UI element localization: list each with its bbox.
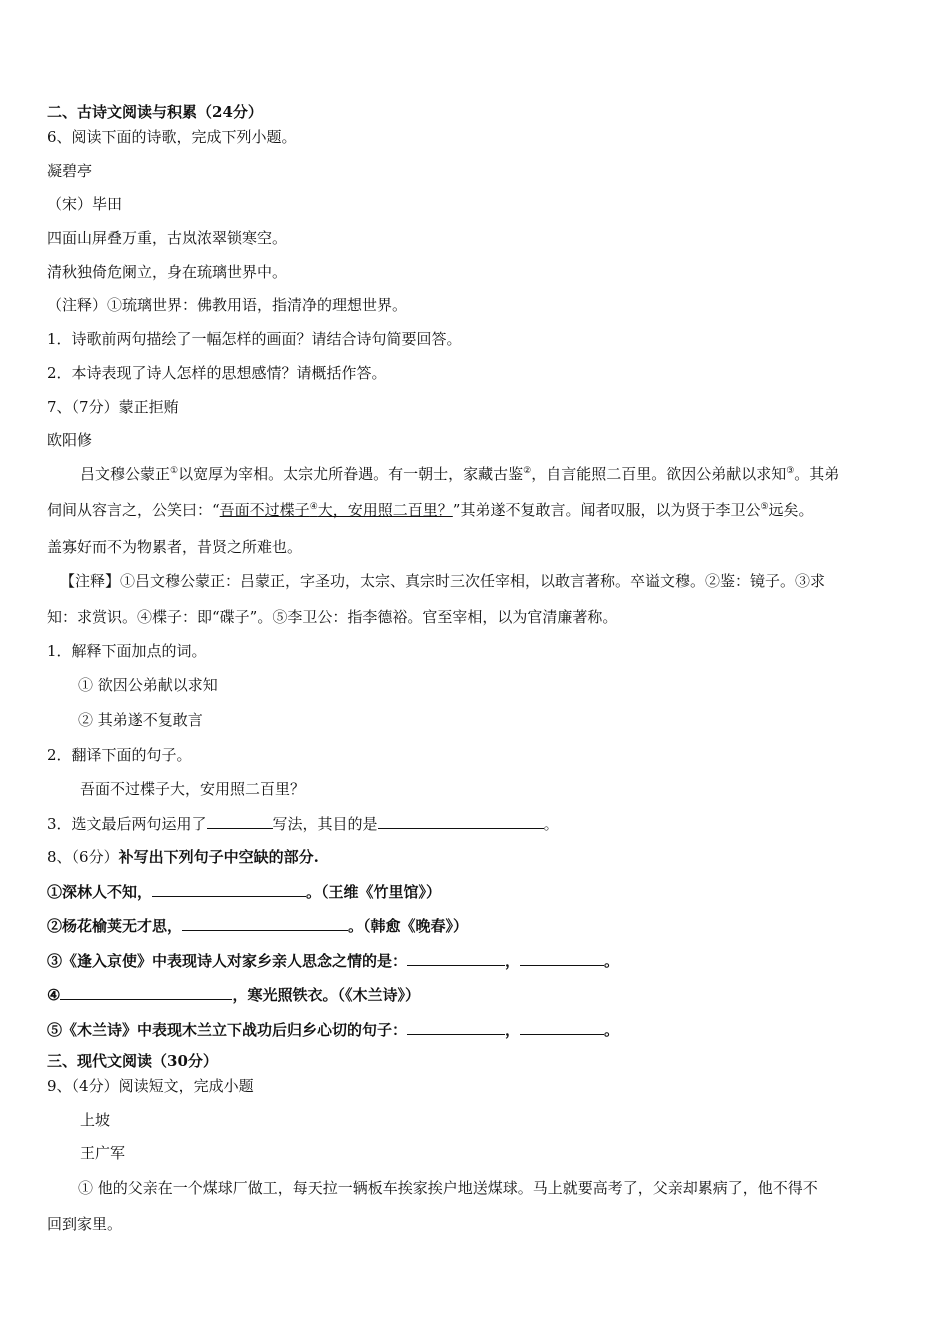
q8-line-3: ③《逢入京使》中表现诗人对家乡亲人思念之情的是： ， 。: [47, 952, 620, 970]
q7-note-line-1: 【注释】①吕文穆公蒙正：吕蒙正，字圣功，太宗、真宗时三次任宰相，以敢言著称。卒谥文穆。②鉴：镜子。③求: [60, 572, 826, 590]
answer-blank[interactable]: [520, 1019, 604, 1035]
q7-passage-line-2: 伺间从容言之，公笑曰：“吾面不过楪子④大，安用照二百里？”其弟遂不复敢言。闻者叹服，以为贤于李卫公⑤远矣。: [47, 501, 814, 519]
q7-stem: 7、（7分）蒙正拒贿: [47, 398, 179, 416]
q8-line-5: ⑤《木兰诗》中表现木兰立下战功后归乡心切的句子： ， 。: [47, 1021, 620, 1039]
underlined-sentence: 吾面不过楪子④大，安用照二百里？: [219, 501, 453, 519]
poem-author: （宋）毕田: [47, 195, 123, 213]
q6-stem: 6、阅读下面的诗歌，完成下列小题。: [47, 128, 297, 146]
q7-author: 欧阳修: [47, 431, 93, 449]
q7-sub2: 2．翻译下面的句子。: [47, 746, 192, 764]
q7-passage-line-1: 吕文穆公蒙正①以宽厚为宰相。太宗尤所眷遇。有一朝士，家藏古鉴②，自言能照二百里。欲因公弟献以求知③。其弟: [80, 465, 840, 483]
q7-sub1-item-a: ① 欲因公弟献以求知: [78, 676, 218, 694]
q7-sub2-sentence: 吾面不过楪子大，安用照二百里？: [80, 780, 306, 798]
poem-line-2: 清秋独倚危阑立，身在琉璃世界中。: [47, 263, 288, 281]
answer-blank[interactable]: [182, 915, 348, 931]
answer-blank[interactable]: [520, 950, 604, 966]
answer-blank[interactable]: [378, 813, 544, 829]
q8-line-4: ④ ，寒光照铁衣。（《木兰诗》）: [47, 986, 420, 1004]
answer-blank[interactable]: [60, 984, 232, 1000]
q9-author: 王广军: [80, 1144, 126, 1162]
answer-blank[interactable]: [407, 950, 505, 966]
poem-title: 凝碧亭: [47, 162, 93, 180]
answer-blank[interactable]: [407, 1019, 505, 1035]
q9-paragraph-line-2: 回到家里。: [47, 1215, 123, 1233]
q7-note-line-2: 知：求赏识。④楪子：即“碟子”。⑤李卫公：指李德裕。官至宰相，以为官清廉著称。: [47, 608, 618, 626]
q7-sub3: 3．选文最后两句运用了 写法，其目的是 。: [47, 815, 559, 833]
q9-paragraph-line-1: ① 他的父亲在一个煤球厂做工，每天拉一辆板车挨家挨户地送煤球。马上就要高考了，父亲却累病了，他不得不: [78, 1179, 818, 1197]
poem-note: （注释）①琉璃世界：佛教用语，指清净的理想世界。: [47, 296, 408, 314]
poem-line-1: 四面山屏叠万重，古岚浓翠锁寒空。: [47, 229, 288, 247]
q8-stem: 8、（6分）补写出下列句子中空缺的部分.: [47, 848, 319, 866]
q9-stem: 9、（4分）阅读短文，完成小题: [47, 1077, 254, 1095]
q7-passage-line-3: 盖寡好而不为物累者，昔贤之所难也。: [47, 538, 303, 556]
q6-sub2: 2．本诗表现了诗人怎样的思想感情？请概括作答。: [47, 364, 387, 382]
q9-title: 上坡: [80, 1111, 111, 1129]
q7-sub1-item-b: ② 其弟遂不复敢言: [78, 711, 203, 729]
q8-line-1: ①深林人不知， 。（王维《竹里馆》）: [47, 883, 442, 901]
section-heading-classical: 二、古诗文阅读与积累（24分）: [47, 103, 263, 121]
answer-blank[interactable]: [207, 813, 273, 829]
q8-line-2: ②杨花榆荚无才思， 。（韩愈《晚春》）: [47, 917, 469, 935]
section-heading-modern: 三、现代文阅读（30分）: [47, 1052, 218, 1070]
q6-sub1: 1．诗歌前两句描绘了一幅怎样的画面？请结合诗句简要回答。: [47, 330, 462, 348]
answer-blank[interactable]: [152, 881, 306, 897]
q7-sub1: 1．解释下面加点的词。: [47, 642, 207, 660]
